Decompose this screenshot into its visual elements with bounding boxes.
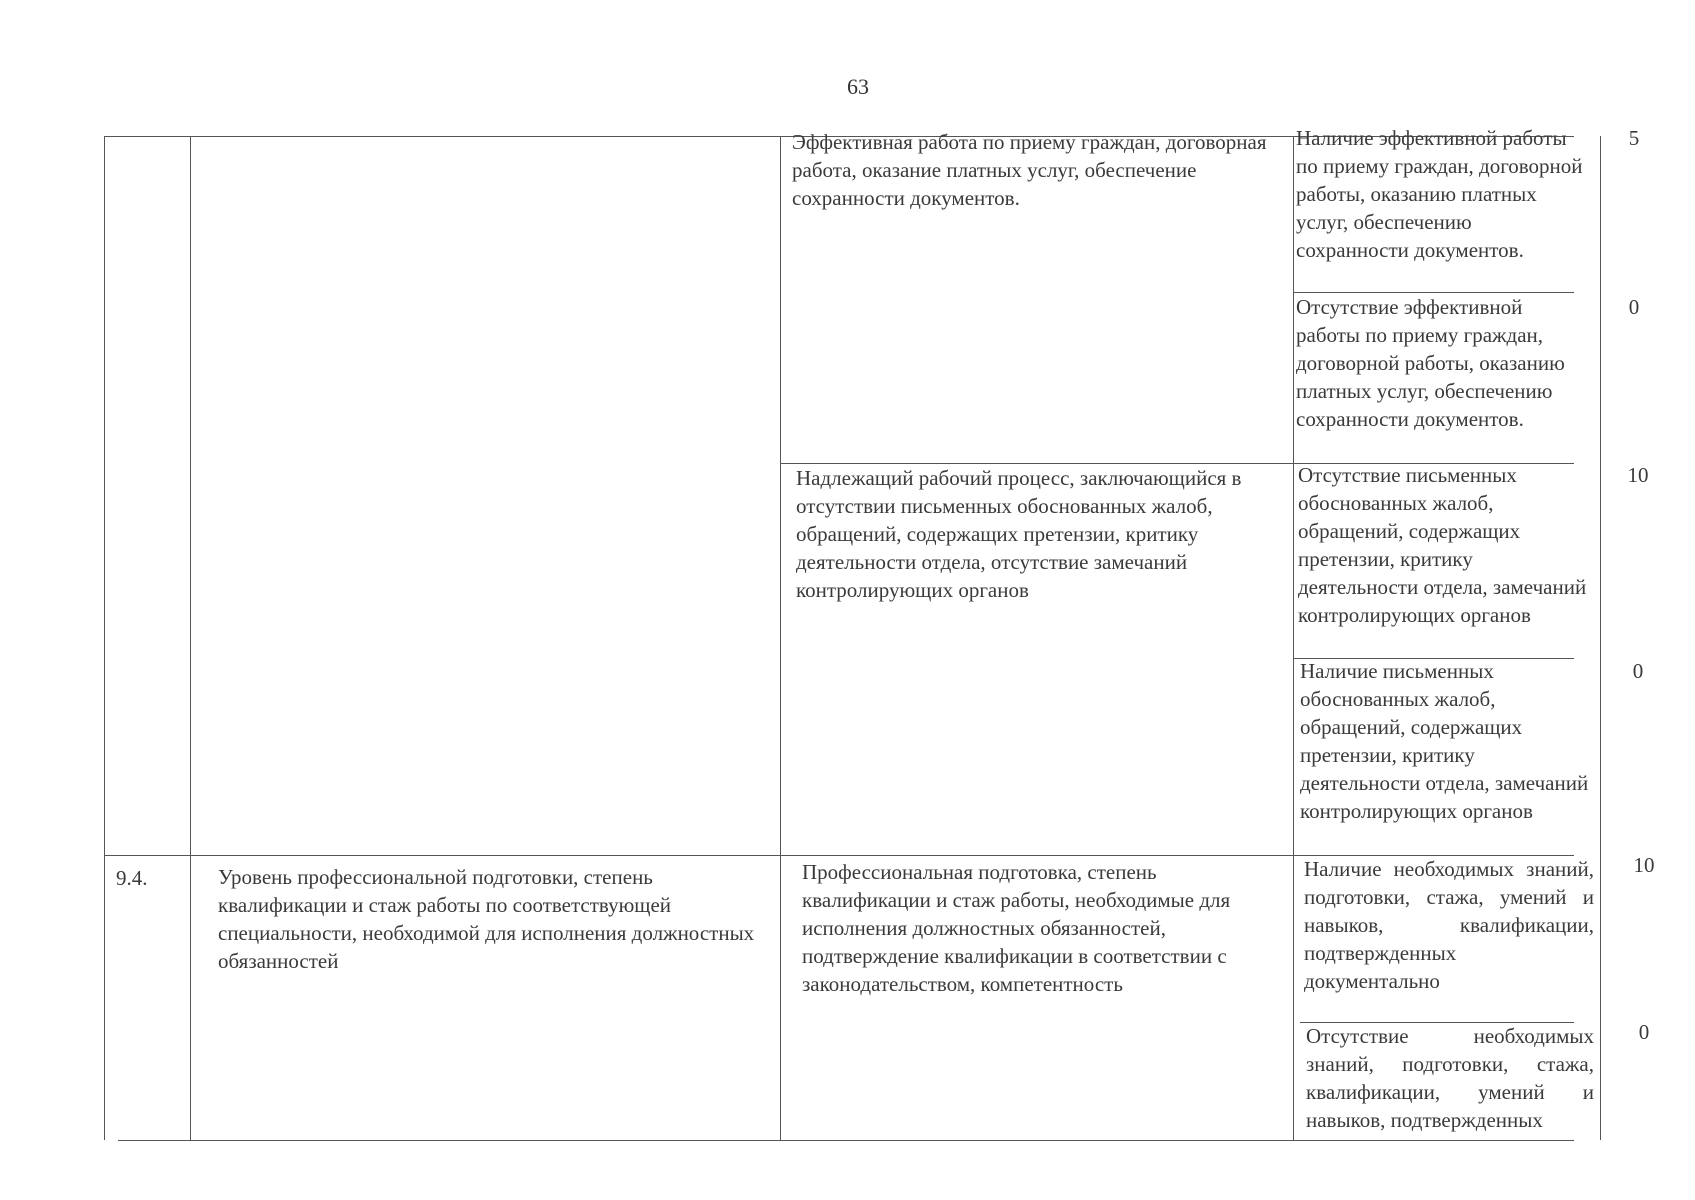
- score-value: 10: [1627, 463, 1649, 487]
- score-value: 10: [1633, 853, 1655, 877]
- table-left-border: [104, 136, 105, 1140]
- column-divider: [780, 136, 781, 1140]
- column-divider: [1293, 136, 1294, 1140]
- condition-text: Отсутствие письменных обоснованных жалоб, обращений, содержащих претензии, критику деятельности отдела, замечаний контролирующих органов: [1298, 463, 1587, 627]
- score-value: 5: [1628, 126, 1640, 150]
- indicator-text: Уровень профессиональной подготовки, степень квалификации и стаж работы по соответствующей специальности, необходимой для исполнения должностных обязанностей: [218, 865, 755, 973]
- score-value: 0: [1628, 295, 1640, 319]
- column-divider: [1600, 136, 1601, 1140]
- condition-text: Отсутствие эффективной работы по приему граждан, договорной работы, оказанию платных услуг, обеспечению сохранности документов.: [1296, 295, 1565, 431]
- page-number: 63: [847, 74, 869, 99]
- score-value: 0: [1632, 659, 1644, 683]
- condition-text: Наличие письменных обоснованных жалоб, обращений, содержащих претензии, критику деятельности отдела, замечаний контролирующих органов: [1300, 659, 1589, 823]
- condition-text: Отсутствие необходимых знаний, подготовки, стажа, квалификации, умений и навыков, подтвержденных: [1306, 1024, 1594, 1132]
- criterion-text: Эффективная работа по приему граждан, договорная работа, оказание платных услуг, обеспечение сохранности документов.: [792, 130, 1267, 210]
- row-number: 9.4.: [116, 866, 148, 890]
- criterion-text: Надлежащий рабочий процесс, заключающийся в отсутствии письменных обоснованных жалоб, обращений, содержащих претензии, критику деятельности отдела, отсутствие замечаний контролирующих органов: [796, 466, 1242, 602]
- criterion-text: Профессиональная подготовка, степень квалификации и стаж работы, необходимые для исполнения должностных обязанностей, подтверждение квалификации в соответствии с законодательством, компетентность: [802, 860, 1231, 996]
- condition-text: Наличие эффективной работы по приему граждан, договорной работы, оказанию платных услуг, обеспечению сохранности документов.: [1296, 126, 1583, 262]
- column-divider: [190, 136, 191, 1140]
- table-bottom-border: [118, 1140, 1574, 1141]
- condition-text: Наличие необходимых знаний, подготовки, стажа, умений и навыков, квалификации, подтвержденных документально: [1304, 857, 1594, 993]
- score-value: 0: [1638, 1020, 1650, 1044]
